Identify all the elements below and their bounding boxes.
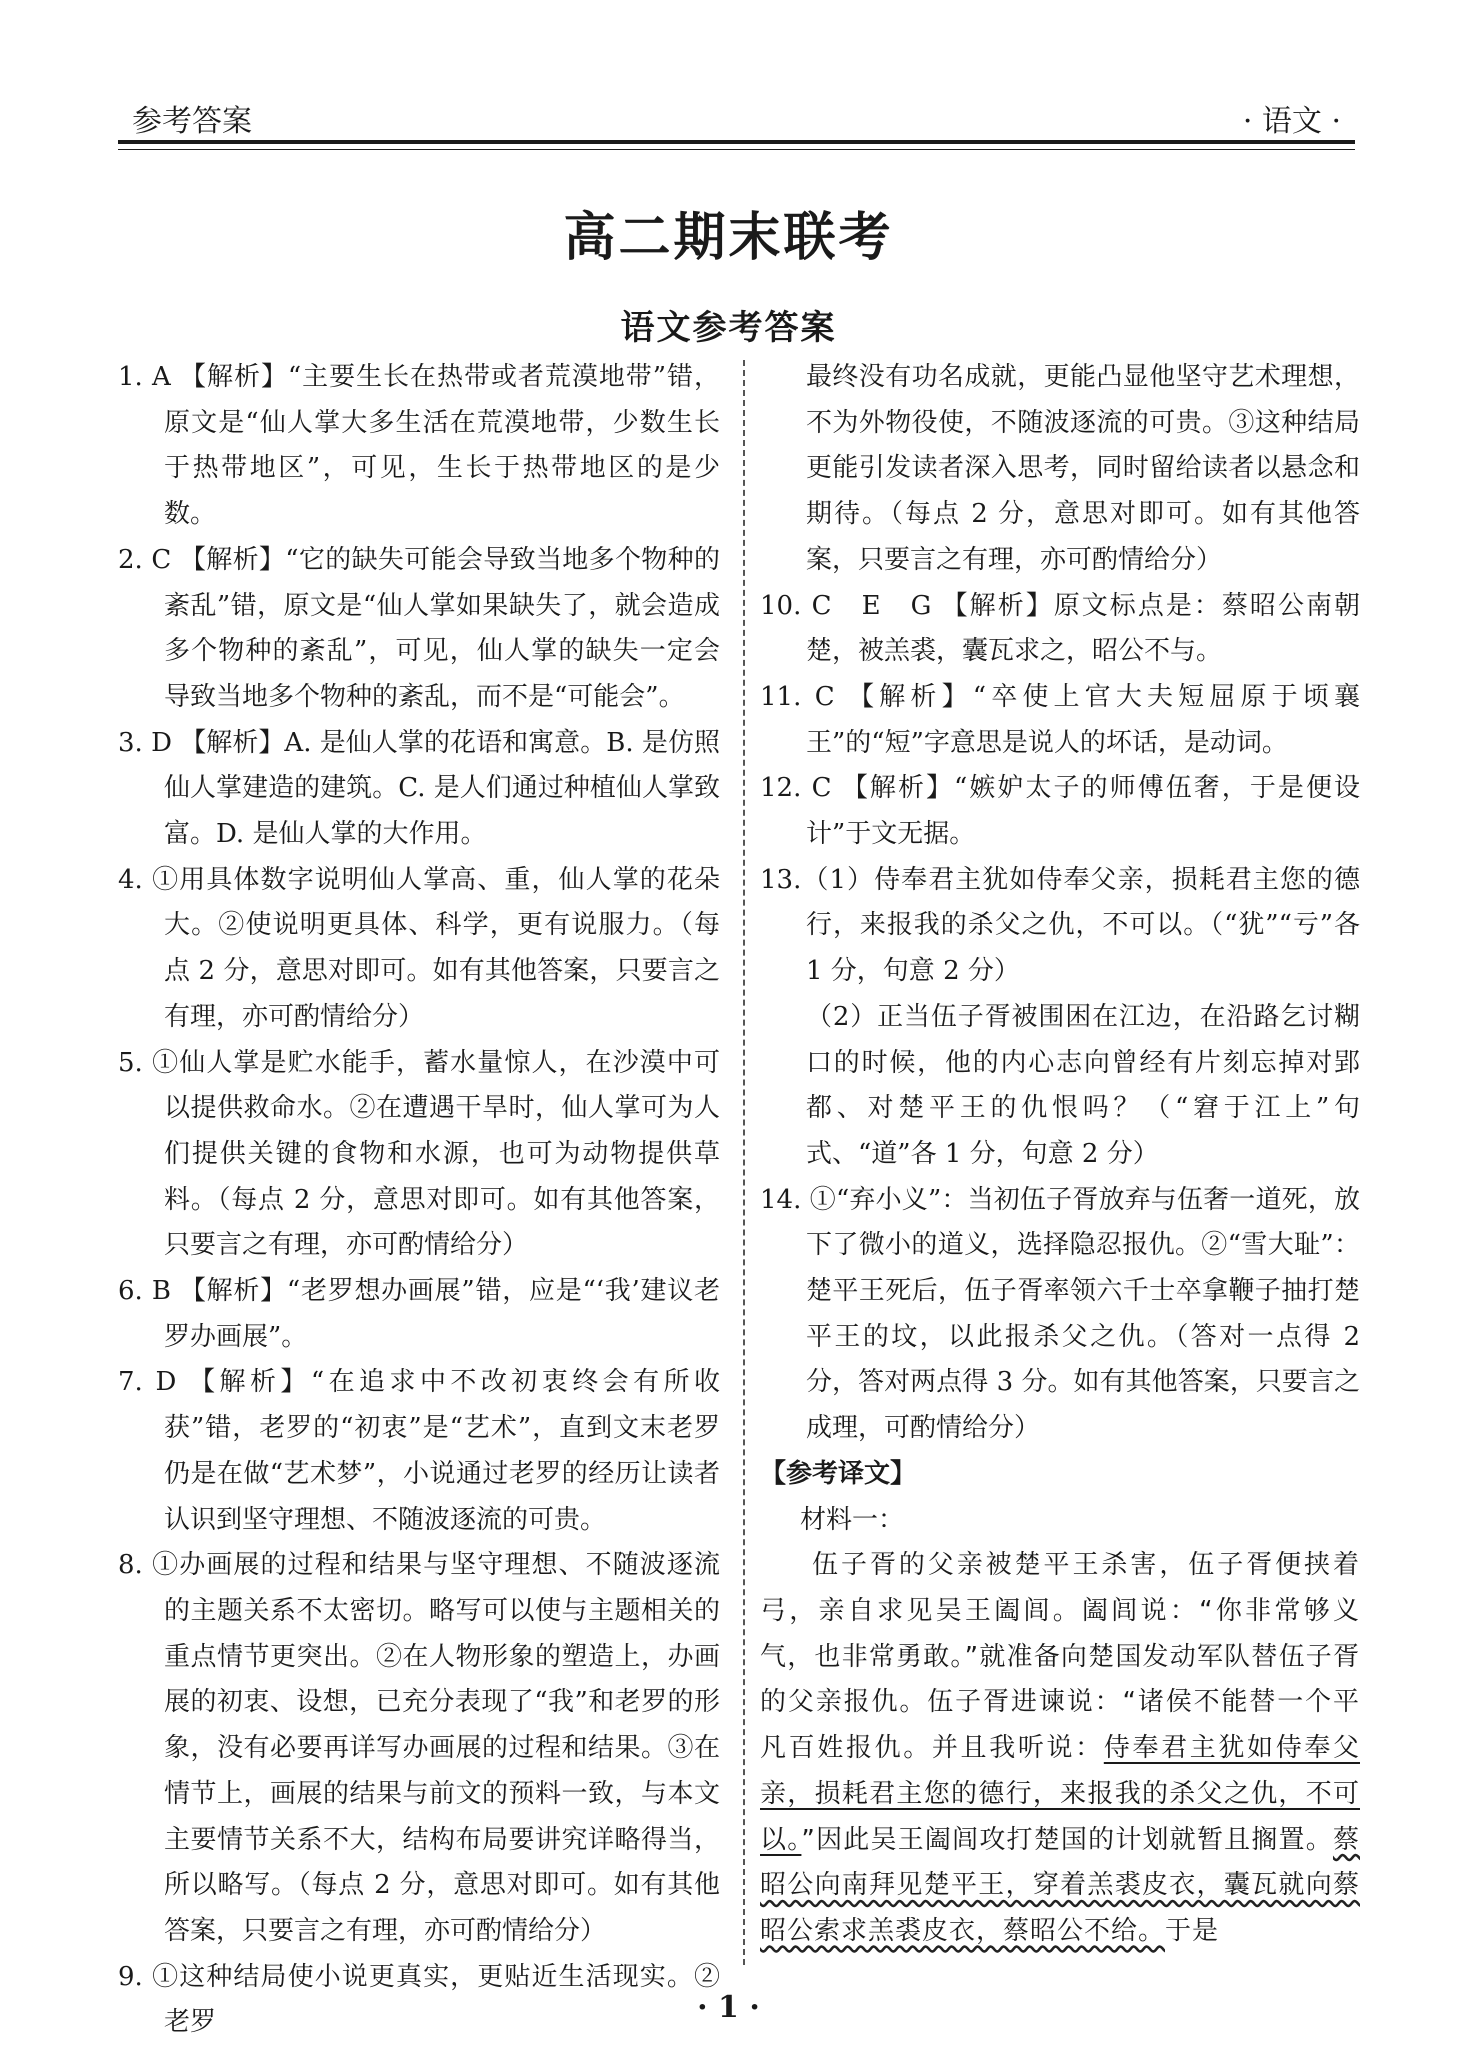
column-divider: [743, 360, 745, 1965]
header-rule-thick: [118, 140, 1355, 144]
page-header: [118, 92, 1355, 140]
answer-q3: 3. D 【解析】A. 是仙人掌的花语和寓意。B. 是仿照仙人掌建造的建筑。C. 是人们通过种植仙人掌致富。D. 是仙人掌的大作用。: [118, 727, 720, 850]
translation-underlined-b: 侍奉君主犹如侍奉父亲，损耗君主您的德行，来报我的杀父之仇，不可以。: [760, 1733, 1360, 1855]
answer-q9-start: 9. ①这种结局使小说更真实，更贴近生活现实。②老罗: [118, 1961, 720, 2038]
answer-q2: 2. C 【解析】“它的缺失可能会导致当地多个物种的紊乱”错，原文是“仙人掌如果缺失了，就会造成多个物种的紊乱”，可见，仙人掌的缺失一定会导致当地多个物种的紊乱，而不是“可能会”。: [118, 544, 720, 712]
answer-q13-part2: （2）正当伍子胥被围困在江边，在沿路乞讨糊口的时候，他的内心志向曾经有片刻忘掉对郢都、对楚平王的仇恨吗？（“窘于江上”句式、“道”各 1 分，句意 2 分）: [806, 1001, 1360, 1169]
translation-text-c: ”因此吴王阖闾攻打楚国的计划就暂且搁置。: [801, 1824, 1333, 1855]
page-number: · 1 ·: [697, 1990, 760, 2025]
answer-q4: 4. ①用具体数字说明仙人掌高、重，仙人掌的花朵大。②使说明更具体、科学，更有说服力。（每点 2 分，意思对即可。如有其他答案，只要言之有理，亦可酌情给分）: [118, 864, 720, 1032]
answer-q6: 6. B 【解析】“老罗想办画展”错，应是“‘我’建议老罗办画展”。: [118, 1276, 720, 1352]
page-title: 高二期末联考: [563, 207, 894, 268]
answer-q8: 8. ①办画展的过程和结果与坚守理想、不随波逐流的主题关系不太密切。略写可以使与主题相关的重点情节更突出。②在人物形象的塑造上，办画展的初衷、设想，已充分表现了“我”和老罗的形象，没有必要再详写办画展的过程和结果。③在情节上，画展的结果与前文的预料一致，与本文主要情节关系不大，结构布局要讲究详略得当，所以略写。（每点 2 分，意思对即可。如有其他答案，只要言之有理，亦可酌情给分）: [118, 1550, 720, 1946]
translation-text-e: 于是: [1165, 1915, 1220, 1946]
answer-q5: 5. ①仙人掌是贮水能手，蓄水量惊人，在沙漠中可以提供救命水。②在遭遇干旱时，仙人掌可为人们提供关键的食物和水源，也可为动物提供草料。（每点 2 分，意思对即可。如有其他答案，只要言之有理，亦可酌情给分）: [118, 1047, 720, 1261]
translation-paragraph: [760, 1543, 1360, 1954]
answer-q13-part1: 13.（1）侍奉君主犹如侍奉父亲，损耗君主您的德行，来报我的杀父之仇，不可以。（“犹”“亏”各 1 分，句意 2 分）: [760, 864, 1360, 987]
answer-q12: 12. C 【解析】“嫉妒太子的师傅伍奢，于是便设计”于文无据。: [760, 773, 1360, 850]
header-subject-label: · 语文 ·: [1242, 104, 1341, 139]
answer-q14: 14. ①“弃小义”：当初伍子胥放弃与伍奢一道死，放下了微小的道义，选择隐忍报仇。②“雪大耻”：楚平王死后，伍子胥率领六千士卒拿鞭子抽打楚平王的坟，以此报杀父之仇。（答对一点得 2 分，答对两点得 3 分。如有其他答案，只要言之成理，可酌情给分）: [760, 1184, 1360, 1444]
translation-heading: 【参考译文】: [760, 1458, 917, 1489]
answer-q7: 7. D 【解析】“在追求中不改初衷终会有所收获”错，老罗的“初衷”是“艺术”，直到文末老罗仍是在做“艺术梦”，小说通过老罗的经历让读者认识到坚守理想、不随波逐流的可贵。: [118, 1367, 720, 1535]
left-column: [118, 355, 720, 2046]
material-label: 材料一：: [800, 1504, 905, 1535]
right-column: [760, 355, 1360, 1955]
answer-q10: 10. C E G 【解析】原文标点是：蔡昭公南朝楚，被羔裘，囊瓦求之，昭公不与。: [760, 590, 1360, 667]
header-section-label: 参考答案: [132, 104, 252, 139]
answer-q11: 11. C 【解析】“卒使上官大夫短屈原于顷襄王”的“短”字意思是说人的坏话，是动词。: [760, 681, 1360, 758]
page-subtitle: 语文参考答案: [620, 308, 837, 348]
translation-wavy-d: 蔡昭公向南拜见楚平王，穿着羔裘皮衣，囊瓦就向蔡昭公索求羔裘皮衣，蔡昭公不给。: [760, 1824, 1360, 1946]
answer-q9-continued: 最终没有功名成就，更能凸显他坚守艺术理想，不为外物役使，不随波逐流的可贵。③这种结局更能引发读者深入思考，同时留给读者以悬念和期待。（每点 2 分，意思对即可。如有其他答案，只要言之有理，亦可酌情给分）: [806, 362, 1360, 575]
header-rule-thin: [118, 149, 1355, 150]
translation-text-a: 伍子胥的父亲被楚平王杀害，伍子胥便挟着弓，亲自求见吴王阖闾。阖闾说：“你非常够义气，也非常勇敢。”就准备向楚国发动军队替伍子胥的父亲报仇。伍子胥进谏说：“诸侯不能替一个平凡百姓报仇。并且我听说：: [760, 1550, 1360, 1764]
answer-q1: 1. A 【解析】“主要生长在热带或者荒漠地带”错，原文是“仙人掌大多生活在荒漠地带，少数生长于热带地区”，可见，生长于热带地区的是少数。: [118, 362, 720, 530]
